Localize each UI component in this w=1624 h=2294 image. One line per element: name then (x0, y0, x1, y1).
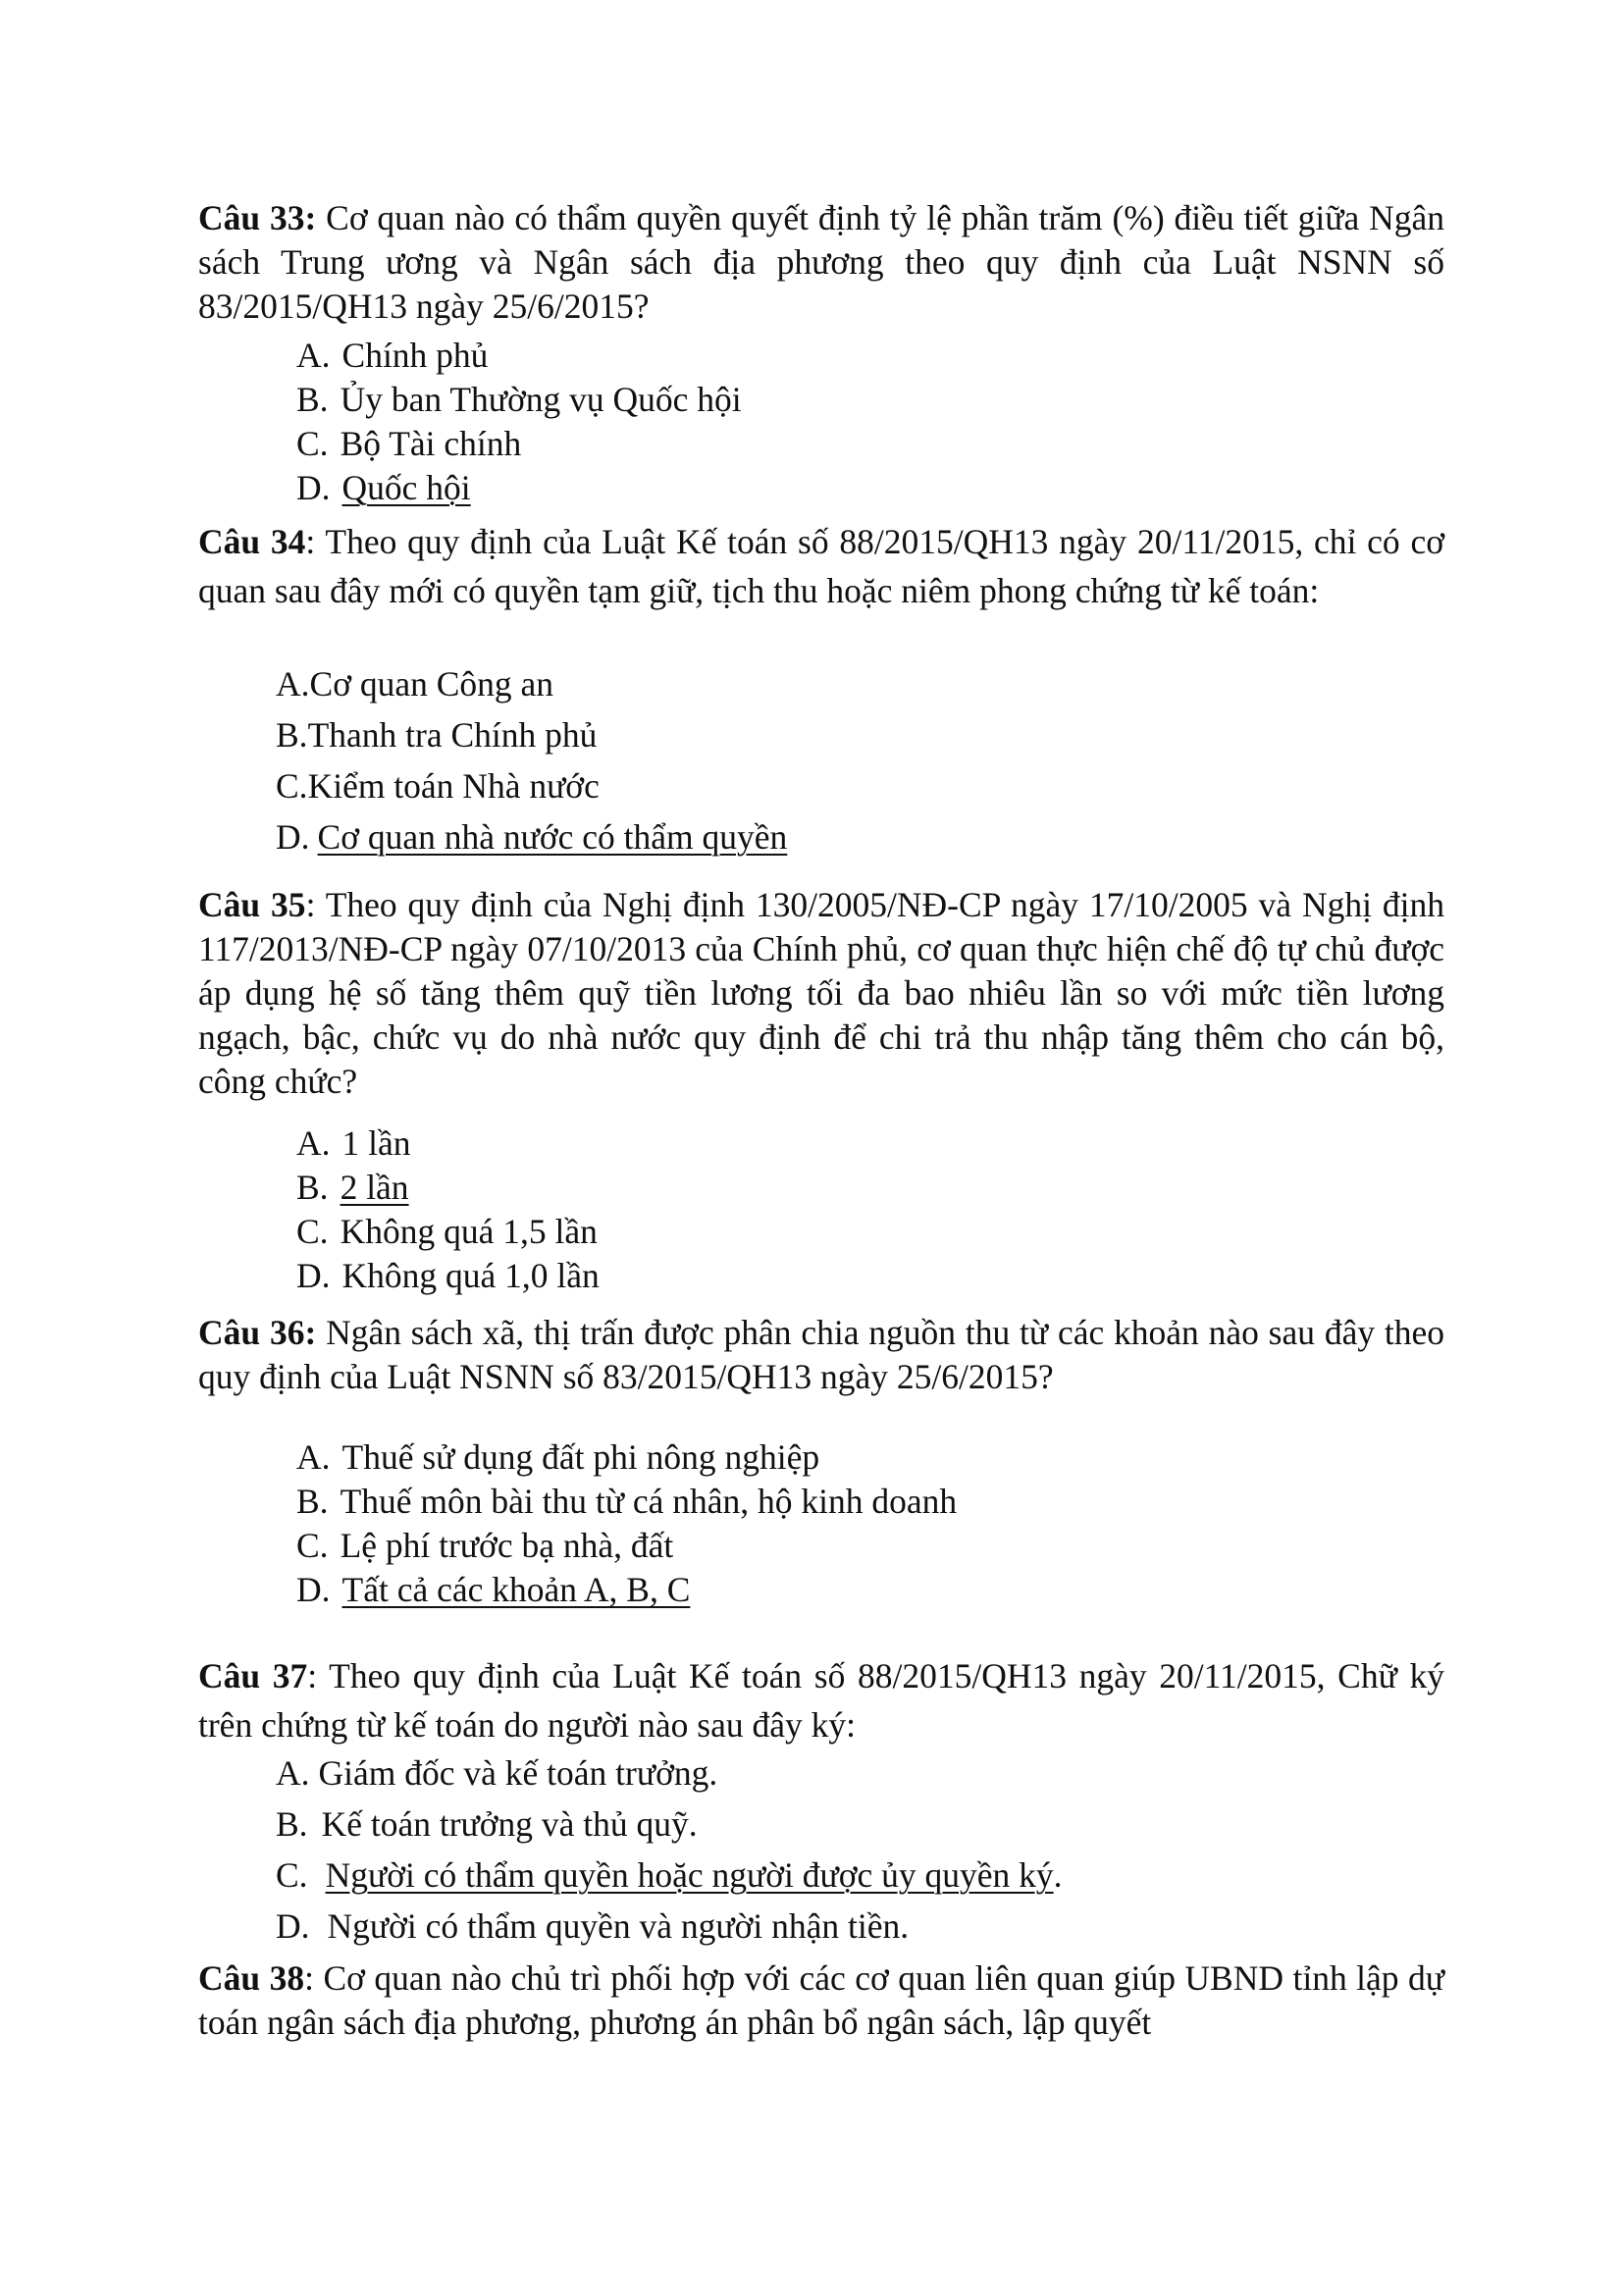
question-number: Câu 36: (198, 1313, 317, 1352)
correct-answer: 2 lần (340, 1168, 409, 1207)
option-34-a: A.Cơ quan Công an (276, 664, 554, 704)
question-36 (198, 1311, 1444, 1399)
option-35-a: A. 1 lần (296, 1123, 411, 1163)
correct-answer: Người có thẩm quyền hoặc người được ủy quyền ký (325, 1855, 1054, 1895)
option-34-c: C.Kiểm toán Nhà nước (276, 766, 600, 806)
option-33-a: A. Chính phủ (296, 336, 489, 375)
option-37-c-correct: C. Người có thẩm quyền hoặc người được ủy quyền ký. (276, 1855, 1063, 1895)
option-36-c: C. Lệ phí trước bạ nhà, đất (296, 1526, 674, 1565)
question-text: : Theo quy định của Luật Kế toán số 88/2015/QH13 ngày 20/11/2015, chỉ có cơ quan sau đây mới có quyền tạm giữ, tịch thu hoặc niêm phong chứng từ kế toán: (198, 522, 1444, 610)
question-text: : Theo quy định của Luật Kế toán số 88/2015/QH13 ngày 20/11/2015, Chữ ký trên chứng từ kế toán do người nào sau đây ký: (198, 1656, 1444, 1745)
question-38 (198, 1956, 1444, 2045)
option-37-a: A. Giám đốc và kế toán trưởng. (276, 1753, 718, 1793)
option-33-c: C. Bộ Tài chính (296, 424, 522, 463)
option-33-b: B. Ủy ban Thường vụ Quốc hội (296, 380, 742, 419)
question-34 (198, 517, 1444, 615)
option-34-d-correct: D. Cơ quan nhà nước có thẩm quyền (276, 817, 788, 857)
correct-answer: Tất cả các khoản A, B, C (341, 1570, 691, 1609)
option-37-b: B. Kế toán trưởng và thủ quỹ. (276, 1804, 698, 1844)
option-36-a: A. Thuế sử dụng đất phi nông nghiệp (296, 1437, 820, 1477)
option-37-d: D. Người có thẩm quyền và người nhận tiền. (276, 1906, 910, 1946)
correct-answer: Cơ quan nhà nước có thẩm quyền (317, 817, 788, 857)
option-35-b-correct: B. 2 lần (296, 1168, 409, 1207)
question-number: Câu 35 (198, 885, 306, 924)
question-text: : Theo quy định của Nghị định 130/2005/NĐ-CP ngày 17/10/2005 và Nghị định 117/2013/NĐ-CP ngày 07/10/2013 của Chính phủ, cơ quan thực hiện chế độ tự chủ được áp dụng hệ số tăng thêm quỹ tiền lương tối đa bao nhiêu lần so với mức tiền lương ngạch, bậc, chức vụ do nhà nước quy định để chi trả thu nhập tăng thêm cho cán bộ, công chức? (198, 885, 1444, 1101)
question-text: Ngân sách xã, thị trấn được phân chia nguồn thu từ các khoản nào sau đây theo quy định của Luật NSNN số 83/2015/QH13 ngày 25/6/2015? (198, 1313, 1445, 1396)
correct-answer: Quốc hội (341, 468, 471, 507)
question-number: Câu 37 (198, 1656, 308, 1695)
option-36-b: B. Thuế môn bài thu từ cá nhân, hộ kinh doanh (296, 1482, 958, 1521)
question-33 (198, 196, 1444, 329)
option-35-d: D. Không quá 1,0 lần (296, 1256, 600, 1295)
question-text: : Cơ quan nào chủ trì phối hợp với các cơ quan liên quan giúp UBND tỉnh lập dự toán ngân sách địa phương, phương án phân bổ ngân sách, lập quyết (198, 1958, 1444, 2042)
question-number: Câu 34 (198, 522, 306, 561)
option-36-d-correct: D. Tất cả các khoản A, B, C (296, 1570, 691, 1609)
question-text: Cơ quan nào có thẩm quyền quyết định tỷ lệ phần trăm (%) điều tiết giữa Ngân sách Trung ương và Ngân sách địa phương theo quy định của Luật NSNN số 83/2015/QH13 ngày 25/6/2015? (198, 198, 1445, 326)
option-34-b: B.Thanh tra Chính phủ (276, 715, 598, 755)
question-35 (198, 883, 1444, 1104)
question-37 (198, 1651, 1444, 1749)
question-number: Câu 38 (198, 1958, 305, 1998)
option-33-d-correct: D. Quốc hội (296, 468, 471, 507)
option-35-c: C. Không quá 1,5 lần (296, 1212, 598, 1251)
question-number: Câu 33: (198, 198, 317, 237)
